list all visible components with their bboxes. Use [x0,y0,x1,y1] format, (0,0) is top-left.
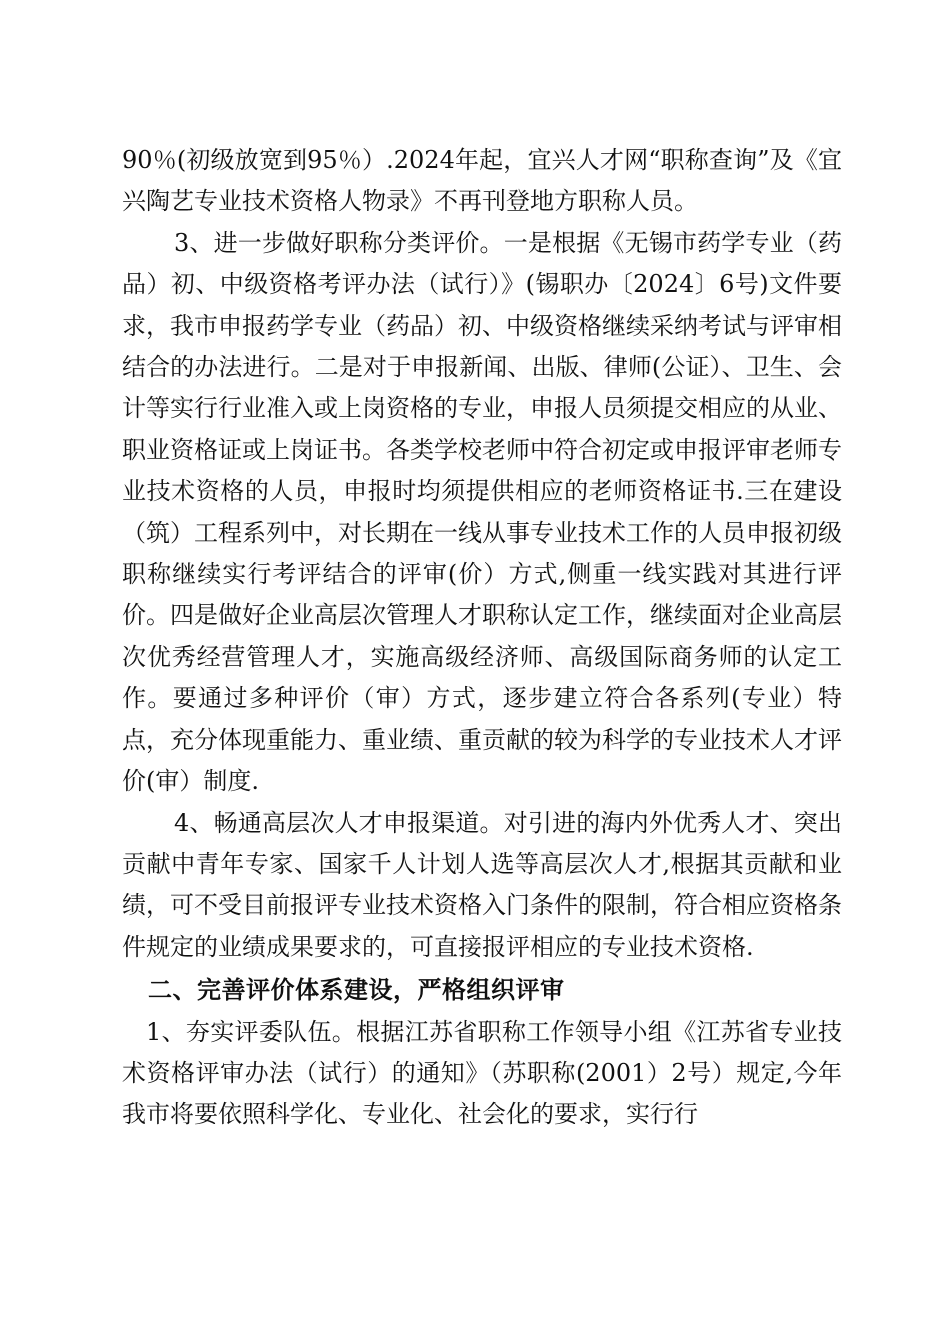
document-body [122,140,842,1136]
continuation-paragraph: 90％(初级放宽到95％）.2024年起，宜兴人才网“职称查询”及《宜兴陶艺专业技术资格人物录》不再刊登地方职称人员。 [122,146,842,216]
paragraph-item-3: 3、进一步做好职称分类评价。一是根据《无锡市药学专业（药品）初、中级资格考评办法（试行）》(锡职办〔2024〕6号)文件要求，我市申报药学专业（药品）初、中级资格继续采纳考试与评审相结合的办法进行。二是对于申报新闻、出版、律师(公证）、卫生、会计等实行行业准入或上岗资格的专业，申报人员须提交相应的从业、职业资格证或上岗证书。各类学校老师中符合初定或申报评审老师专业技术资格的人员，申报时均须提供相应的老师资格证书.三在建设（筑）工程系列中，对长期在一线从事专业技术工作的人员申报初级职称继续实行考评结合的评审(价）方式,侧重一线实践对其进行评价。四是做好企业高层次管理人才职称认定工作，继续面对企业高层次优秀经营管理人才，实施高级经济师、高级国际商务师的认定工作。要通过多种评价（审）方式，逐步建立符合各系列(专业）特点，充分体现重能力、重业绩、重贡献的较为科学的专业技术人才评价(审）制度. [122,228,842,796]
section-heading-2: 二、完善评价体系建设，严格组织评审 [148,976,565,1005]
paragraph-item-1: 1、夯实评委队伍。根据江苏省职称工作领导小组《江苏省专业技术资格评审办法（试行）的通知》（苏职称(2001）2号）规定,今年我市将要依照科学化、专业化、社会化的要求，实行行 [122,1017,842,1129]
paragraph-item-4: 4、畅通高层次人才申报渠道。对引进的海内外优秀人才、突出贡献中青年专家、国家千人计划人选等高层次人才,根据其贡献和业绩，可不受目前报评专业技术资格入门条件的限制，符合相应资格条件规定的业绩成果要求的，可直接报评相应的专业技术资格. [122,808,842,961]
